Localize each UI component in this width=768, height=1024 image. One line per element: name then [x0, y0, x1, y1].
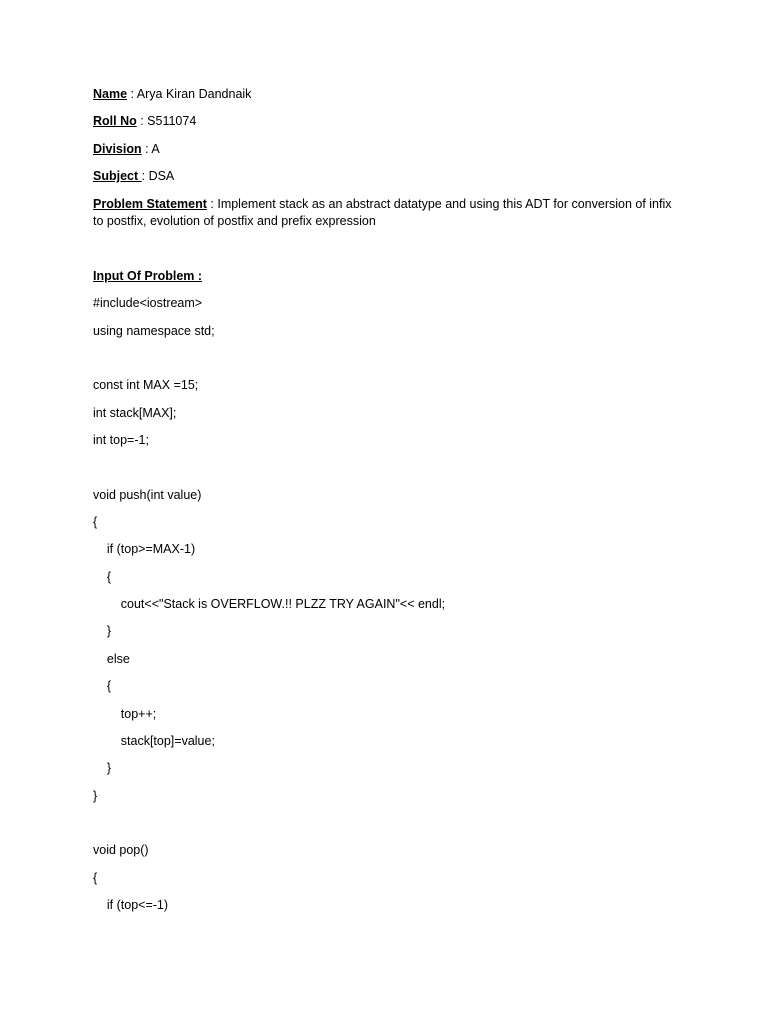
division-line: [93, 141, 160, 158]
roll-no-line: [93, 113, 196, 130]
roll-no-value: : S511074: [136, 114, 197, 128]
code-line: if (top>=MAX-1): [93, 542, 196, 556]
code-line: cout<<"Stack is OVERFLOW.!! PLZZ TRY AGAIN"<< endl;: [93, 597, 446, 611]
code-line: {: [93, 871, 98, 885]
subject-line: [93, 168, 174, 185]
code-line: int top=-1;: [93, 433, 149, 447]
code-line: const int MAX =15;: [93, 378, 199, 392]
name-label: Name: [93, 87, 128, 101]
problem-statement-label: Problem Statement: [93, 197, 207, 211]
input-heading: Input Of Problem :: [93, 269, 203, 283]
roll-no-label: Roll No: [93, 114, 137, 128]
subject-label: Subject: [93, 169, 142, 183]
code-line: }: [93, 789, 98, 803]
code-line: top++;: [93, 707, 157, 721]
code-line: stack[top]=value;: [93, 734, 215, 748]
code-line: }: [93, 624, 112, 638]
code-line: #include<iostream>: [93, 296, 203, 310]
name-value: : Arya Kiran Dandnaik: [127, 87, 252, 101]
problem-statement-value: : Implement stack as an abstract datatype and using this ADT for conversion of infix to postfix, evolution of postfix and prefix expression: [93, 197, 672, 228]
code-line: }: [93, 761, 112, 775]
code-line: {: [93, 570, 112, 584]
division-value: : A: [141, 142, 160, 156]
code-line: int stack[MAX];: [93, 406, 177, 420]
code-line: void push(int value): [93, 488, 202, 502]
code-line: void pop(): [93, 843, 149, 857]
code-line: using namespace std;: [93, 324, 215, 338]
division-label: Division: [93, 142, 142, 156]
name-line: [93, 86, 251, 103]
code-line: if (top<=-1): [93, 898, 169, 912]
code-line: else: [93, 652, 130, 666]
code-line: {: [93, 679, 112, 693]
problem-statement: [93, 196, 673, 230]
code-line: {: [93, 515, 98, 529]
subject-value: : DSA: [141, 169, 175, 183]
